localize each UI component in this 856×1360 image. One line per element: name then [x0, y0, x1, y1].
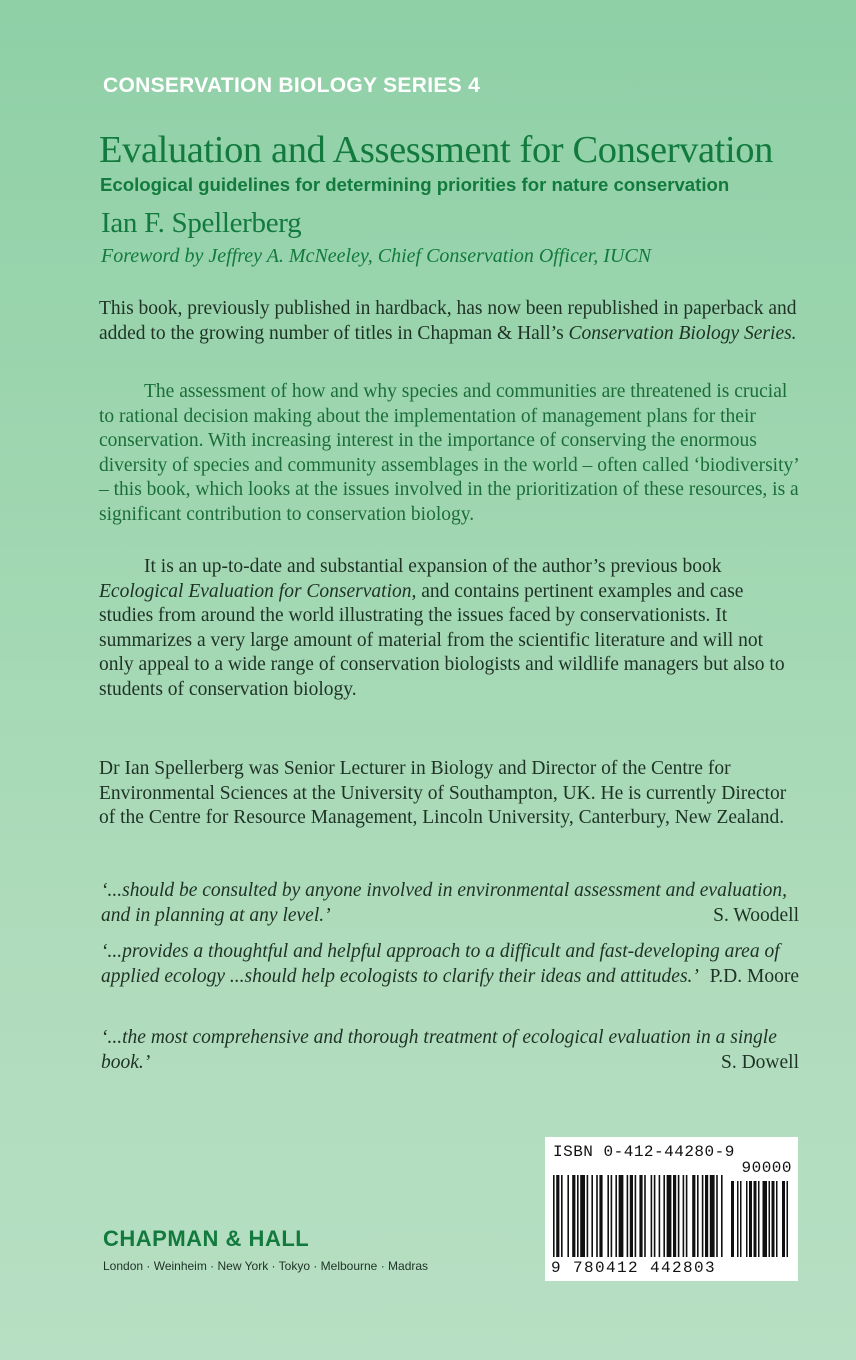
previous-book-title: Ecological Evaluation for Conservation,: [99, 580, 417, 602]
price-addon-code: 90000: [741, 1159, 792, 1177]
quote-attribution: S. Woodell: [713, 904, 799, 926]
review-quote: [101, 1026, 799, 1075]
quote-text: ‘...provides a thoughtful and helpful approach to a difficult and fast-developing area of applied ecology ...should help ecologists to clarify their ideas and attitudes.’: [101, 941, 780, 987]
review-quote: [101, 879, 799, 928]
summary-paragraph: The assessment of how and why species and communities are threatened is crucial to rational decision making about the implementation of management plans for their conservation. With increasing interest in the importance of conserving the enormous diversity of species and community assemblages in the world – often called ‘biodiversity’ – this book, which looks at the issues involved in the prioritization of these resources, is a significant contribution to conservation biology.: [99, 381, 799, 525]
book-title: Evaluation and Assessment for Conservation: [99, 129, 773, 171]
barcode-icon: [551, 1175, 792, 1259]
quote-attribution: S. Dowell: [721, 1051, 799, 1073]
quote-text: ‘...should be consulted by anyone involved in environmental assessment and evaluation, and in planning at any level.’: [101, 880, 787, 926]
review-quote: [101, 940, 799, 989]
publisher-cities: London · Weinheim · New York · Tokyo · Melbourne · Madras: [103, 1259, 429, 1273]
isbn-barcode-panel: [545, 1137, 798, 1281]
book-subtitle: Ecological guidelines for determining priorities for nature conservation: [100, 174, 730, 195]
description-paragraph: [99, 555, 799, 703]
foreword-line: Foreword by Jeffrey A. McNeeley, Chief Conservation Officer, IUCN: [101, 245, 652, 267]
author-name: Ian F. Spellerberg: [101, 207, 302, 239]
intro-paragraph: [99, 297, 799, 346]
series-name-italic: Conservation Biology Series.: [568, 322, 797, 344]
author-bio: Dr Ian Spellerberg was Senior Lecturer in Biology and Director of the Centre for Environmental Sciences at the University of Southampton, UK. He is currently Director of the Centre for Resource Management, Lincoln University, Canterbury, New Zealand.: [99, 758, 787, 829]
quote-text: ‘...the most comprehensive and thorough treatment of ecological evaluation in a single book.’: [101, 1027, 777, 1073]
description-text-end: and contains pertinent examples and case studies from around the world illustrating the issues faced by conservationists. It summarizes a very large amount of material from the scientific literature and will not only appeal to a wide range of conservation biologists and wildlife managers but also to students of conservation biology.: [99, 580, 785, 700]
description-text-start: It is an up-to-date and substantial expansion of the author’s previous book: [144, 556, 722, 577]
ean-number: 9 780412 442803: [551, 1259, 717, 1277]
series-label: CONSERVATION BIOLOGY SERIES 4: [103, 74, 481, 97]
isbn-number: ISBN 0-412-44280-9: [553, 1143, 735, 1161]
publisher-logo: CHAPMAN & HALL: [103, 1226, 310, 1251]
intro-text: This book, previously published in hardback, has now been republished in paperback and added to the growing number of titles in Chapman & Hall’s: [99, 298, 797, 344]
quote-attribution: P.D. Moore: [709, 965, 799, 987]
